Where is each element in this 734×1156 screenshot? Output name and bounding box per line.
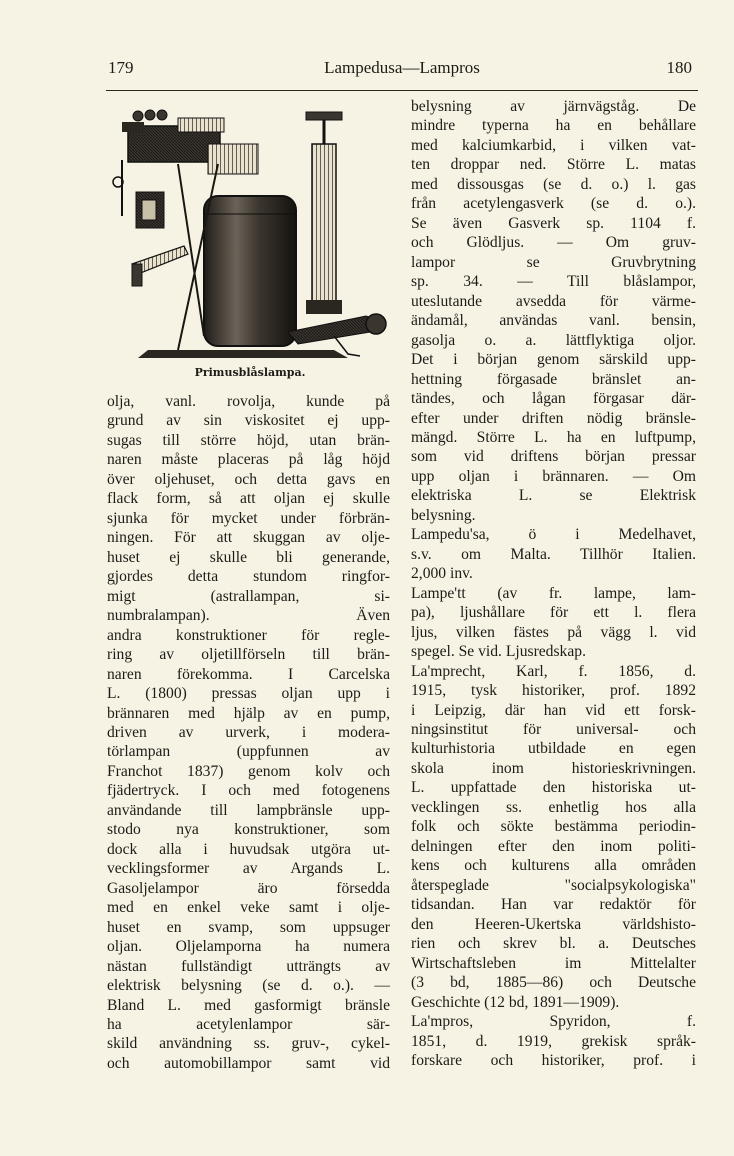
- left-column-line: andra konstruktioner för regle-: [107, 626, 390, 644]
- right-column-line: pa), ljushållare för ett l. flera: [411, 604, 696, 622]
- left-column-line: törlampan (uppfunnen av: [107, 743, 390, 761]
- header-rule: [106, 90, 698, 91]
- left-column-line: skild användning ss. gruv-, cykel-: [107, 1035, 390, 1053]
- right-column-line: lampor se Gruvbrytning: [411, 253, 696, 271]
- right-column-line: 1915, tysk historiker, prof. 1892: [411, 682, 696, 700]
- left-column-line: elektrisk belysning (se d. o.). —: [107, 977, 390, 995]
- right-column-line: ändamål, användas vanl. bensin,: [411, 312, 696, 330]
- right-column-line: efter under driften nödig bränsle-: [411, 409, 696, 427]
- left-column-line: naren förekomma. I Carcelska: [107, 665, 390, 683]
- right-column-line: rien och skrev bl. a. Deutsches: [411, 935, 696, 953]
- right-column-line: som vid driftens början pressar: [411, 448, 696, 466]
- left-column-line: huset ej skulle bli generande,: [107, 548, 390, 566]
- left-column-line: Gasoljelampor äro försedda: [107, 879, 390, 897]
- right-column: [411, 97, 696, 1070]
- right-column-line: ningsinstitut för universal- och: [411, 721, 696, 738]
- right-column-line: belysning av järnvägståg. De: [411, 98, 696, 115]
- right-column-line: vecklingen ss. enhetlig hos alla: [411, 798, 696, 816]
- left-column-line: naren måste placeras på låg höjd: [107, 451, 390, 469]
- left-column-line: sjunka för mycket under förbrän-: [107, 509, 390, 527]
- right-column-line: kulturhistoria utbildade en egen: [411, 740, 696, 758]
- right-column-line: La'mprecht, Karl, f. 1856, d.: [411, 662, 696, 680]
- left-column-line: gjordes detta stundom ringfor-: [107, 568, 390, 586]
- right-column-line: Lampedu'sa, ö i Medelhavet,: [411, 526, 696, 544]
- right-column-line: belysning.: [411, 506, 476, 524]
- page-number-left: 179: [108, 58, 134, 77]
- left-column-line: vecklingsformer av Argands L.: [107, 860, 390, 878]
- left-column-line: ningen. För att skuggan av olje-: [107, 529, 390, 547]
- right-column-line: tidsandan. Han var redaktör för: [411, 896, 696, 914]
- running-title: Lampedusa—Lampros: [324, 58, 480, 77]
- right-column-line: La'mpros, Spyridon, f.: [411, 1013, 696, 1031]
- right-column-line: Lampe'tt (av fr. lampe, lam-: [411, 584, 696, 602]
- blowlamp-illustration: [108, 104, 392, 366]
- right-column-line: gasolja o. a. lättflyktiga oljor.: [411, 331, 696, 349]
- left-column-line: Franchot 1837) genom kolv och: [107, 762, 390, 780]
- left-column-line: brännaren med hjälp av en pump,: [107, 704, 390, 722]
- left-column: [107, 392, 390, 1073]
- left-column-line: L. (1800) pressas oljan upp i: [107, 685, 390, 703]
- right-column-line: 1851, d. 1919, grekisk språk-: [411, 1032, 696, 1050]
- left-column-line: ring av oljetillförseln till brän-: [107, 646, 390, 664]
- right-column-line: folk och sökte bestämma periodin-: [411, 818, 696, 836]
- right-column-line: skola inom historieskrivningen.: [411, 759, 696, 777]
- right-column-line: återspeglade "socialpsykologiska": [411, 876, 696, 894]
- left-column-line: driven av urverk, i modera-: [107, 723, 390, 741]
- right-column-line: i Leipzig, där han vid ett forsk-: [411, 701, 696, 719]
- right-column-line: Se även Gasverk sp. 1104 f.: [411, 214, 696, 232]
- right-column-line: den Heeren-Ukertska världshisto-: [411, 915, 696, 933]
- right-column-line: med kalciumkarbid, i vilken vat-: [411, 136, 696, 154]
- page-header: [108, 58, 696, 86]
- right-column-line: kens och kulturens alla områden: [411, 857, 696, 875]
- right-column-line: hettning förgasade bränslet an-: [411, 370, 696, 388]
- right-column-line: elektriska L. se Elektrisk: [411, 487, 696, 505]
- right-column-line: (3 bd, 1885—86) och Deutsche: [411, 974, 696, 992]
- left-column-line: och automobillampor samt vid: [107, 1054, 390, 1072]
- page-number-right: 180: [666, 58, 692, 77]
- right-column-line: delningen efter den inom politi-: [411, 837, 696, 855]
- left-column-line: grund av sin viskositet ej upp-: [107, 412, 390, 430]
- left-column-line: migt (astrallampan, si-: [107, 587, 390, 605]
- right-column-line: och Glödljus. — Om gruv-: [411, 234, 696, 252]
- right-column-line: ten droppar ned. Större L. matas: [411, 156, 696, 174]
- left-column-line: stodo nya konstruktioner, som: [107, 821, 390, 839]
- right-column-line: upp oljan i brännaren. — Om: [411, 467, 696, 485]
- right-column-line: ljus, vilken fästes på vägg l. vid: [411, 623, 696, 641]
- right-column-line: mindre typerna ha en behållare: [411, 117, 696, 135]
- left-column-line: ha acetylenlampor sär-: [107, 1016, 390, 1033]
- right-column-line: Geschichte (12 bd, 1891—1909).: [411, 993, 620, 1011]
- left-column-line: sugas till större höjd, utan brän-: [107, 431, 390, 449]
- left-column-line: med en enkel veke samt i olje-: [107, 899, 390, 917]
- right-column-line: forskare och historiker, prof. i: [411, 1051, 696, 1069]
- right-column-line: sp. 34. — Till blåslampor,: [411, 273, 696, 291]
- figure-caption: Primusblåslampa.: [194, 366, 306, 379]
- left-column-line: över oljehuset, och detta gavs en: [107, 470, 390, 488]
- left-column-line: olja, vanl. rovolja, kunde på: [107, 393, 390, 410]
- right-column-line: med dissousgas (se d. o.) l. gas: [411, 175, 696, 193]
- left-column-line: oljan. Oljelamporna ha numera: [107, 938, 390, 956]
- left-column-line: flack form, så att oljan ej skulle: [107, 490, 390, 508]
- left-column-line: Bland L. med gasformigt bränsle: [107, 996, 390, 1014]
- left-column-line: nästan fullständigt utträngts av: [107, 957, 390, 975]
- right-column-line: s.v. om Malta. Tillhör Italien.: [411, 545, 696, 563]
- right-column-line: spegel. Se vid. Ljusredskap.: [411, 643, 586, 661]
- left-column-line: numbralampan). Även: [107, 607, 390, 625]
- right-column-line: uteslutande avsedda för värme-: [411, 292, 696, 310]
- left-column-line: dock alla i huvudsak utgöra ut-: [107, 840, 390, 858]
- right-column-line: Det i början genom särskild upp-: [411, 351, 696, 369]
- right-column-line: 2,000 inv.: [411, 565, 473, 583]
- right-column-line: L. uppfattade den historiska ut-: [411, 779, 696, 797]
- left-column-line: användande till lampbränsle upp-: [107, 801, 390, 819]
- left-column-line: fjädertryck. I och med fotogenens: [107, 782, 390, 800]
- right-column-line: från acetylengasverk (se d. o.).: [411, 195, 696, 213]
- right-column-line: mängd. Större L. ha en luftpump,: [411, 428, 696, 446]
- left-column-line: huset en svamp, som uppsuger: [107, 918, 390, 936]
- right-column-line: Wirtschaftsleben im Mittelalter: [411, 954, 696, 972]
- right-column-line: tändes, och lågan förgasar där-: [411, 390, 696, 408]
